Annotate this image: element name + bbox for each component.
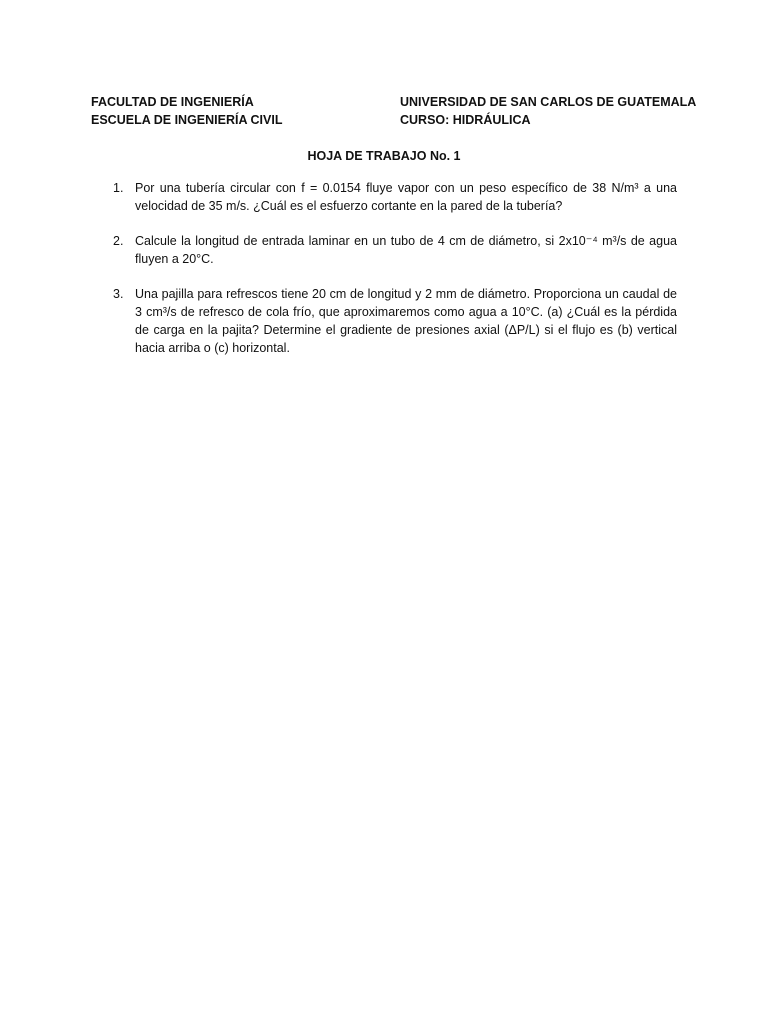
problem-number: 3. [113, 287, 124, 301]
problem-text: Por una tubería circular con f = 0.0154 fluye vapor con un peso específico de 38 N/m³ a una velocidad de 35 m/s. ¿Cuál es el esfuerzo cortante en la pared de la tubería? [135, 181, 677, 213]
problem-text: Calcule la longitud de entrada laminar en un tubo de 4 cm de diámetro, si 2x10⁻⁴ m³/s de agua fluyen a 20°C. [135, 234, 677, 266]
problem-text: Una pajilla para refrescos tiene 20 cm de longitud y 2 mm de diámetro. Proporciona un caudal de 3 cm³/s de refresco de cola frío, que aproximaremos como agua a 10°C. (a) ¿Cuál es la pérdida de carga en la pajita? Determine el gradiente de presiones axial (ΔP/L) si el flujo es (b) vertical hacia arriba o (c) horizontal. [135, 287, 677, 355]
problem-number: 2. [113, 234, 124, 248]
problem-item [113, 179, 677, 215]
course-name: CURSO: HIDRÁULICA [400, 113, 531, 127]
problem-list [113, 179, 677, 374]
header-right-block [400, 93, 697, 129]
faculty-name: FACULTAD DE INGENIERÍA [91, 95, 254, 109]
school-name: ESCUELA DE INGENIERÍA CIVIL [91, 113, 283, 127]
worksheet-title: HOJA DE TRABAJO No. 1 [307, 149, 461, 163]
problem-item [113, 285, 677, 357]
university-name: UNIVERSIDAD DE SAN CARLOS DE GUATEMALA [400, 95, 697, 109]
problem-item [113, 232, 677, 268]
problem-number: 1. [113, 181, 124, 195]
header-left-block [91, 93, 391, 129]
